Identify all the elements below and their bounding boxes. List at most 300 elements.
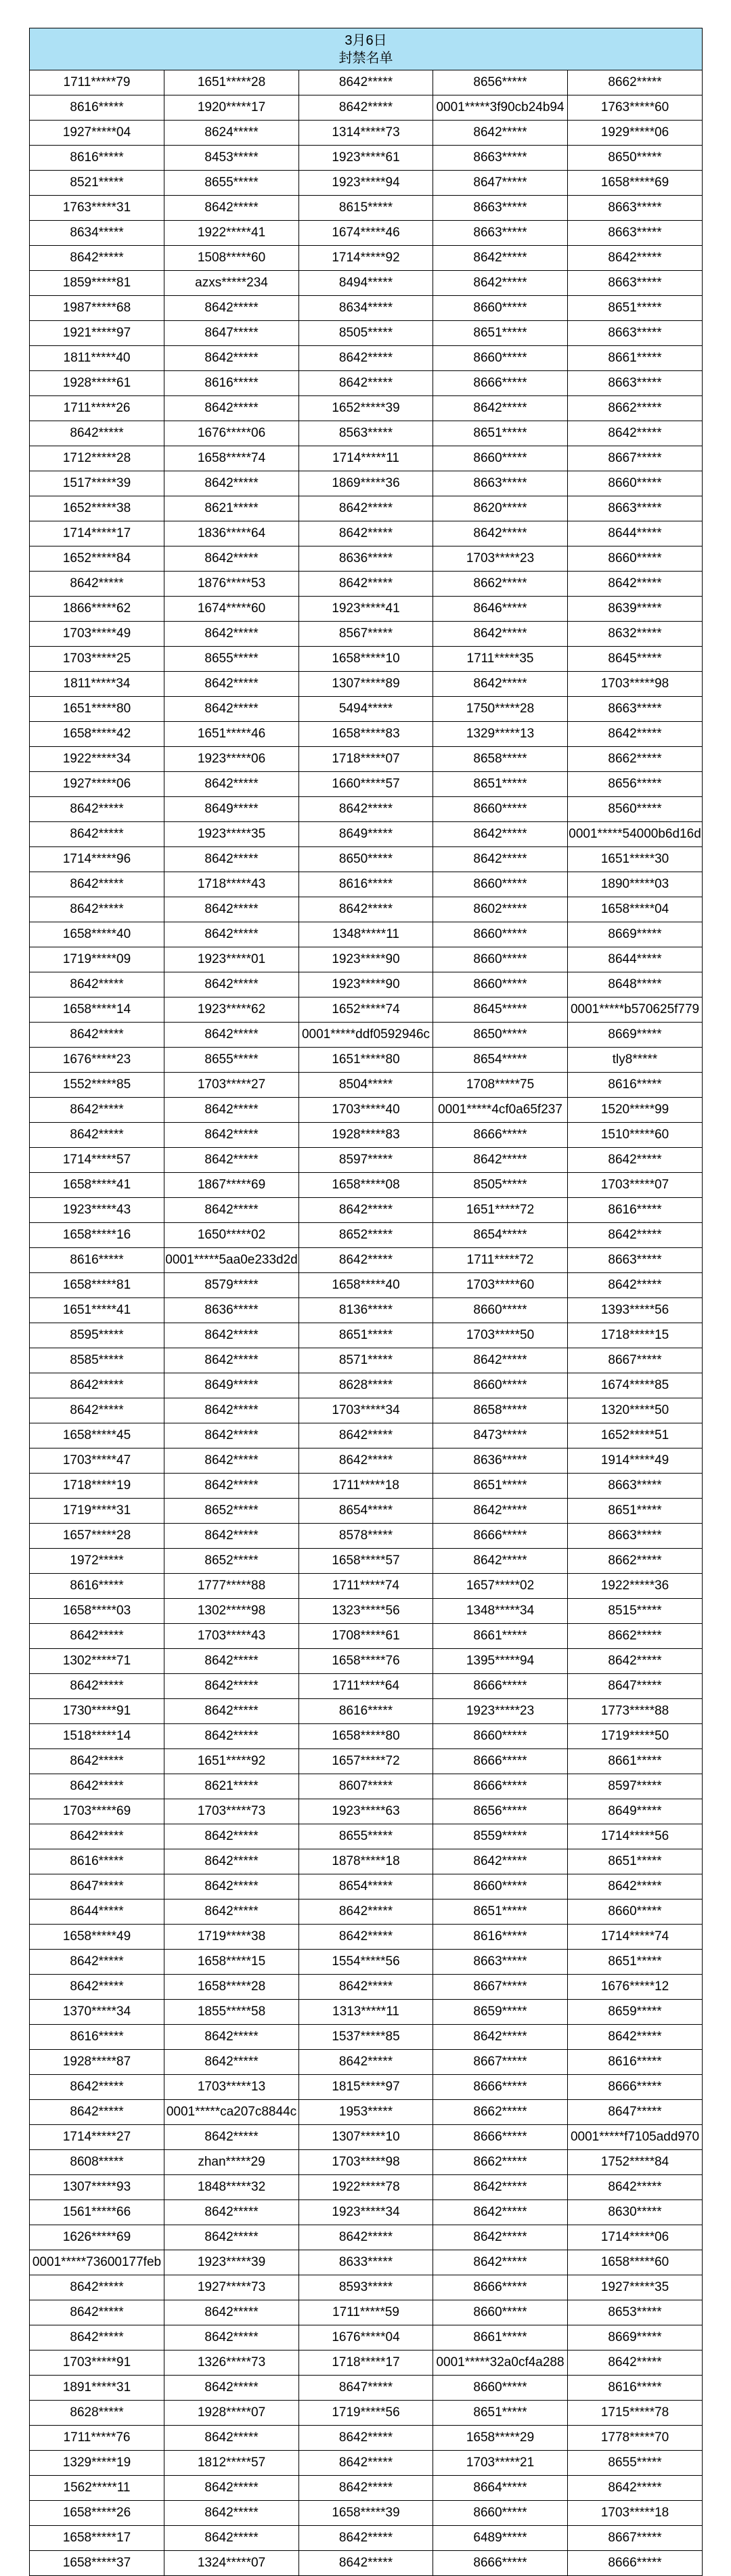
table-cell: 8616***** [568,2050,703,2075]
table-cell: 6489***** [433,2526,568,2551]
table-row [30,922,703,947]
table-cell: 1651*****30 [568,847,703,872]
table-row [30,171,703,196]
table-cell: 8663***** [568,271,703,296]
table-row [30,897,703,922]
table-cell: 1878*****18 [299,1849,433,1874]
table-cell: 1651*****46 [164,722,299,747]
table-cell: 8642***** [433,1499,568,1524]
table-cell: 8663***** [568,1524,703,1549]
table-cell: 8642***** [433,2250,568,2275]
table-cell: 0001*****32a0cf4a288 [433,2350,568,2376]
table-cell: 1307*****10 [299,2125,433,2150]
table-cell: 8642***** [164,1398,299,1423]
table-cell: 8642***** [164,972,299,997]
table-row [30,1223,703,1248]
table-cell: 1848*****32 [164,2175,299,2200]
table-cell: 8642***** [299,572,433,597]
table-cell: 8642***** [164,622,299,647]
table-row [30,1423,703,1448]
table-row [30,1248,703,1273]
table-row [30,2526,703,2551]
table-cell: 8666***** [433,1774,568,1799]
table-cell: 1703*****43 [164,1624,299,1649]
table-cell: 8616***** [164,371,299,396]
table-cell: 1891*****31 [30,2376,164,2401]
table-cell: 8644***** [568,521,703,546]
table-cell: 8616***** [30,146,164,171]
table-cell: 8597***** [568,1774,703,1799]
table-cell: 8560***** [568,797,703,822]
table-cell: 8621***** [164,496,299,521]
table-cell: 1562*****11 [30,2476,164,2501]
table-cell: 1914*****49 [568,1448,703,1474]
table-cell: 8642***** [164,1874,299,1899]
table-cell: 8567***** [299,622,433,647]
table-cell: 1314*****73 [299,121,433,146]
table-row [30,1899,703,1925]
table-cell: 1674*****46 [299,221,433,246]
table-cell: 8666***** [568,2551,703,2576]
table-cell: 8656***** [433,70,568,95]
table-cell: 8473***** [433,1423,568,1448]
table-cell: 8642***** [164,196,299,221]
table-row [30,697,703,722]
table-cell: 1712*****28 [30,446,164,471]
table-cell: 8642***** [299,797,433,822]
table-cell: 1703*****98 [568,672,703,697]
table-cell: 1323*****56 [299,1599,433,1624]
sheet-title: 封禁名单 [338,50,393,66]
table-cell: 8642***** [568,2350,703,2376]
table-cell: 1703*****49 [30,622,164,647]
table-cell: 1561*****66 [30,2200,164,2225]
table-cell: 8663***** [568,1248,703,1273]
table-cell: 1920*****17 [164,95,299,121]
table-cell: 8136***** [299,1298,433,1323]
table-cell: 8642***** [164,1674,299,1699]
table-row [30,221,703,246]
table-cell: 1927*****73 [164,2275,299,2300]
table-cell: 1658*****08 [299,1173,433,1198]
table-cell: 8602***** [433,897,568,922]
table-row [30,947,703,972]
table-cell: 1763*****31 [30,196,164,221]
table-cell: 1928*****07 [164,2401,299,2426]
table-cell: 1313*****11 [299,2000,433,2025]
table-cell: 8642***** [164,2225,299,2250]
table-cell: 1719*****50 [568,1724,703,1749]
table-cell: 1876*****53 [164,572,299,597]
table-cell: 1708*****75 [433,1073,568,1098]
table-cell: 8647***** [30,1874,164,1899]
table-row [30,2451,703,2476]
table-cell: 1928*****83 [299,1123,433,1148]
table-cell: 1923*****90 [299,947,433,972]
table-cell: 1927*****04 [30,121,164,146]
table-cell: 8642***** [433,2200,568,2225]
table-cell: 8595***** [30,1323,164,1348]
table-cell: 8652***** [299,1223,433,1248]
table-cell: 1329*****13 [433,722,568,747]
table-row [30,2125,703,2150]
table-cell: 1658*****28 [164,1975,299,2000]
table-row [30,346,703,371]
table-cell: 8642***** [30,421,164,446]
table-cell: 1658*****49 [30,1925,164,1950]
table-cell: 8642***** [30,1975,164,2000]
table-row [30,1574,703,1599]
table-cell: 8663***** [568,496,703,521]
table-cell: 8649***** [299,822,433,847]
table-cell: 8642***** [164,2526,299,2551]
table-row [30,1073,703,1098]
table-cell: 8616***** [433,1925,568,1950]
table-cell: 8634***** [299,296,433,321]
table-cell: 1927*****35 [568,2275,703,2300]
table-cell: 8647***** [568,1674,703,1699]
table-cell: 1922*****41 [164,221,299,246]
table-cell: 8505***** [433,1173,568,1198]
table-cell: 8494***** [299,271,433,296]
table-cell: 8642***** [568,1649,703,1674]
table-cell: 8642***** [164,2376,299,2401]
table-cell: 1658*****37 [30,2551,164,2576]
table-cell: 8642***** [299,496,433,521]
table-cell: 1703*****40 [299,1098,433,1123]
table-cell: 1703*****73 [164,1799,299,1824]
ban-list-table [29,28,703,2576]
table-cell: 1626*****69 [30,2225,164,2250]
table-cell: 8642***** [164,922,299,947]
table-cell: 8642***** [164,1824,299,1849]
table-cell: 8616***** [30,1248,164,1273]
table-cell: 1307*****93 [30,2175,164,2200]
table-cell: 8644***** [568,947,703,972]
table-cell: 1658*****45 [30,1423,164,1448]
table-cell: 8642***** [433,2225,568,2250]
table-row [30,421,703,446]
table-cell: 8642***** [164,1474,299,1499]
table-cell: 8642***** [568,722,703,747]
table-cell: 8642***** [433,271,568,296]
table-cell: 8642***** [433,246,568,271]
table-row [30,2200,703,2225]
table-cell: 1923*****34 [299,2200,433,2225]
table-row [30,2025,703,2050]
table-cell: 8667***** [568,446,703,471]
table-row [30,496,703,521]
table-row [30,1649,703,1674]
table-cell: 8663***** [433,471,568,496]
table-cell: 8660***** [433,2376,568,2401]
table-cell: 1923*****61 [299,146,433,171]
table-cell: 1773*****88 [568,1699,703,1724]
table-cell: 8642***** [164,2476,299,2501]
table-cell: 8628***** [30,2401,164,2426]
table-cell: 8607***** [299,1774,433,1799]
table-row [30,1799,703,1824]
table-cell: 8642***** [299,371,433,396]
table-cell: 8642***** [164,1348,299,1373]
table-cell: 8642***** [568,1223,703,1248]
table-cell: 8654***** [299,1874,433,1899]
table-cell: 1395*****94 [433,1649,568,1674]
table-cell: 8642***** [30,1373,164,1398]
table-cell: 1711*****64 [299,1674,433,1699]
table-cell: 8660***** [433,972,568,997]
table-cell: 1651*****28 [164,70,299,95]
table-cell: 1778*****70 [568,2426,703,2451]
table-row [30,1674,703,1699]
table-cell: 1714*****92 [299,246,433,271]
table-cell: 1658*****76 [299,1649,433,1674]
table-cell: 8642***** [164,2050,299,2075]
table-cell: 1651*****41 [30,1298,164,1323]
table-cell: 1752*****84 [568,2150,703,2175]
table-row [30,2426,703,2451]
table-cell: 1711*****26 [30,396,164,421]
table-row [30,1749,703,1774]
table-cell: 8642***** [568,2476,703,2501]
table-cell: 1777*****88 [164,1574,299,1599]
table-cell: 8642***** [30,1624,164,1649]
table-cell: 1719*****56 [299,2401,433,2426]
table-cell: 8615***** [299,196,433,221]
table-cell: 8642***** [433,2025,568,2050]
table-cell: 8642***** [30,1824,164,1849]
table-cell: 1715*****78 [568,2401,703,2426]
table-cell: 8628***** [299,1373,433,1398]
table-cell: 8660***** [433,797,568,822]
table-cell: 8666***** [433,1749,568,1774]
table-cell: 1651*****72 [433,1198,568,1223]
table-cell: 1923*****01 [164,947,299,972]
table-cell: 1537*****85 [299,2025,433,2050]
table-cell: 8644***** [30,1899,164,1925]
table-cell: 1302*****98 [164,1599,299,1624]
table-cell: 8634***** [30,221,164,246]
table-cell: 1719*****38 [164,1925,299,1950]
table-cell: 8651***** [433,2401,568,2426]
table-cell: 8642***** [164,1098,299,1123]
table-cell: 8636***** [299,546,433,572]
table-cell: 1320*****50 [568,1398,703,1423]
table-cell: 1923*****62 [164,997,299,1023]
table-cell: 8662***** [433,2100,568,2125]
table-cell: 8642***** [299,1423,433,1448]
table-cell: 1703*****25 [30,647,164,672]
table-cell: 8662***** [568,747,703,772]
table-cell: 8642***** [30,1398,164,1423]
table-cell: 8642***** [164,2501,299,2526]
table-cell: 8663***** [433,146,568,171]
table-cell: 1658*****40 [30,922,164,947]
table-cell: 8642***** [164,1023,299,1048]
table-cell: 1711*****18 [299,1474,433,1499]
table-cell: 8660***** [568,471,703,496]
table-cell: 1658*****39 [299,2501,433,2526]
table-cell: 8642***** [164,772,299,797]
table-cell: 8642***** [30,2300,164,2325]
table-cell: 8585***** [30,1348,164,1373]
table-row [30,2100,703,2125]
header-cell [30,28,703,70]
table-cell: 1711*****59 [299,2300,433,2325]
table-row [30,1874,703,1899]
table-cell: 8662***** [433,572,568,597]
table-cell: 1923*****35 [164,822,299,847]
table-cell: 1658*****42 [30,722,164,747]
table-cell: 1518*****14 [30,1724,164,1749]
table-cell: 1714*****11 [299,446,433,471]
table-cell: 8662***** [568,70,703,95]
table-cell: 8642***** [433,2175,568,2200]
table-cell: 8661***** [433,1624,568,1649]
table-cell: 8642***** [30,1023,164,1048]
table-cell: 8663***** [568,1474,703,1499]
table-row [30,2000,703,2025]
table-row [30,2050,703,2075]
table-cell: 1714*****74 [568,1925,703,1950]
ban-list-sheet [29,28,702,2576]
table-cell: 1890*****03 [568,872,703,897]
table-cell: 1652*****39 [299,396,433,421]
table-cell: 1714*****27 [30,2125,164,2150]
table-cell: 8663***** [433,221,568,246]
table-cell: 8642***** [30,1674,164,1699]
table-cell: 8642***** [433,1148,568,1173]
table-row [30,1173,703,1198]
table-cell: 8642***** [299,1448,433,1474]
table-cell: 8616***** [299,1699,433,1724]
table-cell: 8655***** [164,647,299,672]
table-cell: 8642***** [299,95,433,121]
table-cell: 8658***** [433,747,568,772]
table-cell: 8642***** [164,296,299,321]
table-cell: 1714*****56 [568,1824,703,1849]
table-cell: 8647***** [433,171,568,196]
table-row [30,597,703,622]
table-cell: 8660***** [568,1899,703,1925]
table-cell: 8642***** [299,521,433,546]
table-cell: 8654***** [433,1223,568,1248]
table-cell: 8656***** [433,1799,568,1824]
table-cell: 8662***** [568,396,703,421]
table-cell: 1703*****60 [433,1273,568,1298]
table-cell: 8578***** [299,1524,433,1549]
table-cell: 1718*****15 [568,1323,703,1348]
table-cell: 1370*****34 [30,2000,164,2025]
table-cell: 1714*****96 [30,847,164,872]
table-row [30,997,703,1023]
table-cell: 8642***** [164,1448,299,1474]
table-cell: 8642***** [299,2426,433,2451]
table-cell: 8667***** [568,1348,703,1373]
table-cell: 8656***** [568,772,703,797]
table-cell: 1714*****57 [30,1148,164,1173]
table-cell: 8616***** [299,872,433,897]
table-cell: 8642***** [164,2025,299,2050]
table-cell: 8666***** [433,2075,568,2100]
table-cell: 8642***** [30,2075,164,2100]
table-cell: 1718*****43 [164,872,299,897]
table-cell: 1676*****23 [30,1048,164,1073]
table-cell: 0001*****ddf0592946c [299,1023,433,1048]
table-cell: 1703*****50 [433,1323,568,1348]
table-cell: 8659***** [568,2000,703,2025]
table-cell: 8515***** [568,1599,703,1624]
table-cell: 1711*****74 [299,1574,433,1599]
table-cell: 1657*****72 [299,1749,433,1774]
table-cell: 8669***** [568,922,703,947]
table-cell: 1812*****57 [164,2451,299,2476]
table-cell: 8642***** [299,897,433,922]
table-cell: 8647***** [299,2376,433,2401]
table-cell: 1708*****61 [299,1624,433,1649]
table-row [30,1925,703,1950]
table-cell: 8642***** [433,822,568,847]
table-cell: 1651*****80 [299,1048,433,1073]
table-cell: 1554*****56 [299,1950,433,1975]
table-cell: 1658*****14 [30,997,164,1023]
table-cell: 8642***** [433,1549,568,1574]
table-cell: 8642***** [299,1925,433,1950]
table-row [30,972,703,997]
table-row [30,747,703,772]
table-cell: 8666***** [433,371,568,396]
table-cell: 1703*****34 [299,1398,433,1423]
table-row [30,1950,703,1975]
table-cell: 8642***** [164,471,299,496]
table-cell: zhan*****29 [164,2150,299,2175]
table-cell: 1703*****18 [568,2501,703,2526]
table-cell: 1718*****07 [299,747,433,772]
table-cell: 8642***** [568,246,703,271]
table-cell: 1658*****57 [299,1549,433,1574]
table-cell: 8646***** [433,597,568,622]
table-cell: 1552*****85 [30,1073,164,1098]
table-cell: 8616***** [568,1073,703,1098]
table-cell: 8658***** [433,1398,568,1423]
table-row [30,396,703,421]
table-cell: 8666***** [433,1674,568,1699]
table-cell: 8642***** [433,396,568,421]
table-cell: 1928*****87 [30,2050,164,2075]
table-cell: azxs*****234 [164,271,299,296]
table-row [30,1524,703,1549]
table-cell: 8642***** [164,1148,299,1173]
table-cell: 8642***** [164,2325,299,2350]
table-cell: 8642***** [299,1899,433,1925]
table-row [30,1624,703,1649]
table-cell: 8648***** [568,972,703,997]
table-cell: 1811*****34 [30,672,164,697]
table-cell: 8660***** [433,947,568,972]
table-cell: 8660***** [433,346,568,371]
table-cell: 8642***** [568,2175,703,2200]
table-cell: 8642***** [30,2275,164,2300]
table-cell: 1750*****28 [433,697,568,722]
table-row [30,1774,703,1799]
table-cell: 1657*****28 [30,1524,164,1549]
table-cell: 8642***** [164,1524,299,1549]
table-cell: 1922*****34 [30,747,164,772]
table-cell: 8662***** [568,1549,703,1574]
table-cell: 8663***** [568,196,703,221]
table-cell: 1836*****64 [164,521,299,546]
table-cell: 1703*****13 [164,2075,299,2100]
